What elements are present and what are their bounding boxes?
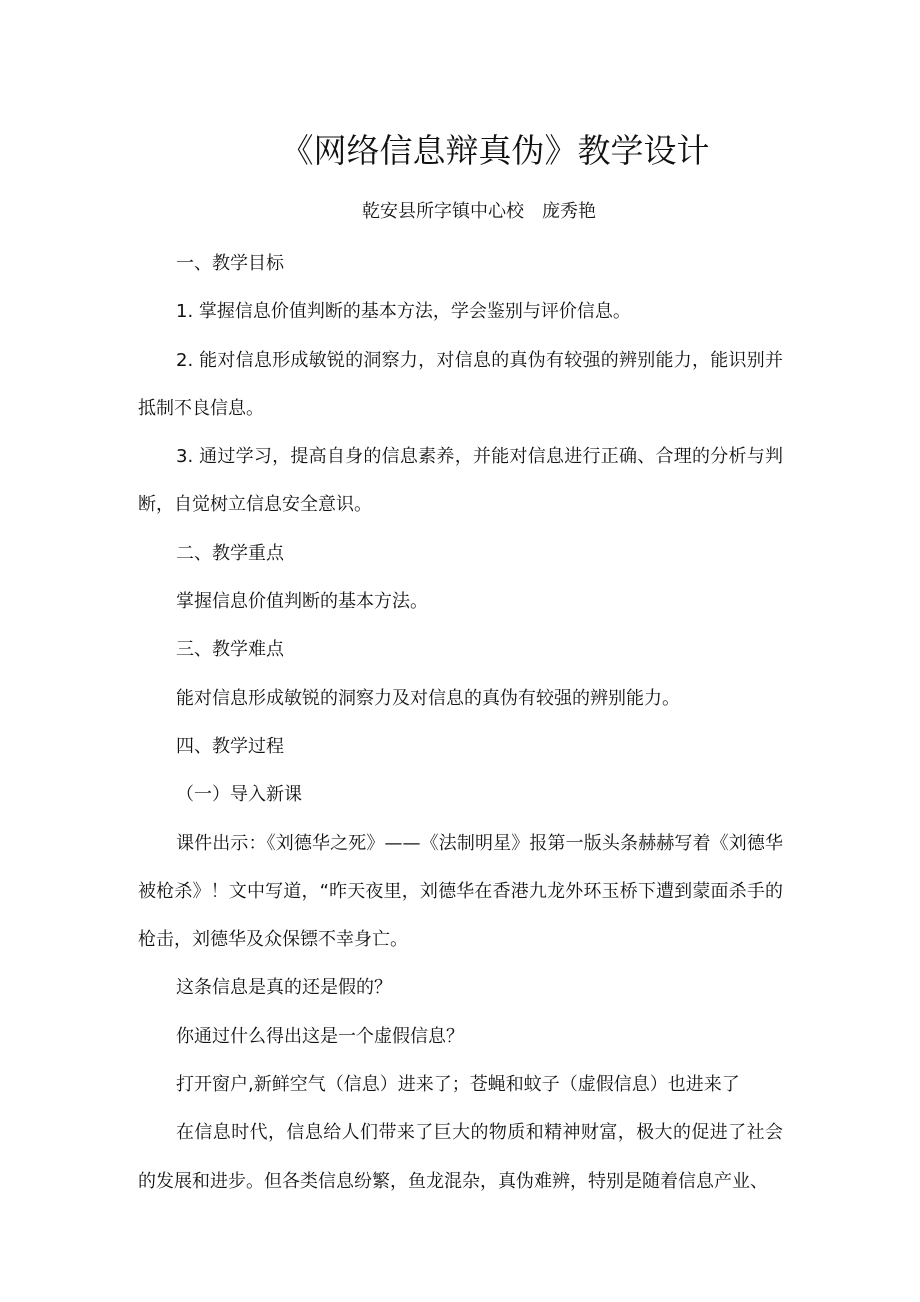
subsection-heading-intro: （一）导入新课 [176, 784, 302, 806]
author-line [0, 198, 920, 226]
process-paragraph: 课件出示：《刘德华之死》——《法制明星》报第一版头条赫赫写着《刘德华被枪杀》！文中写道，“昨天夜里，刘德华在香港九龙外环玉桥下遭到蒙面杀手的枪击，刘德华及众保镖不幸身亡。 [138, 832, 783, 951]
author-name: 庞秀艳 [542, 201, 596, 222]
process-paragraph: 你通过什么得出这是一个虚假信息？ [176, 1025, 464, 1047]
process-paragraph: 打开窗户,新鲜空气（信息）进来了；苍蝇和蚊子（虚假信息）也进来了 [176, 1074, 740, 1096]
document-title: 《网络信息辩真伪》教学设计 [280, 131, 710, 170]
section-heading-key-points: 二、教学重点 [176, 542, 284, 564]
section-heading-objectives: 一、教学目标 [176, 253, 284, 274]
difficulties-text: 能对信息形成敏锐的洞察力及对信息的真伪有较强的辨别能力。 [176, 687, 680, 709]
objective-item-2: 2. 能对信息形成敏锐的洞察力，对信息的真伪有较强的辨别能力，能识别并抵制不良信息。 [138, 349, 783, 419]
process-paragraph: 在信息时代，信息给人们带来了巨大的物质和精神财富，极大的促进了社会的发展和进步。但各类信息纷繁，鱼龙混杂，真伪难辨，特别是随着信息产业、 [138, 1122, 783, 1192]
author-school: 乾安县所字镇中心校 [362, 201, 524, 222]
objective-item-3: 3. 通过学习，提高自身的信息素养，并能对信息进行正确、合理的分析与判断，自觉树立信息安全意识。 [138, 446, 783, 516]
document-body [138, 240, 783, 1206]
objective-item-1: 1. 掌握信息价值判断的基本方法，学会鉴别与评价信息。 [176, 301, 631, 323]
section-heading-difficulties: 三、教学难点 [176, 639, 284, 661]
section-heading-process: 四、教学过程 [176, 735, 284, 757]
process-paragraph: 这条信息是真的还是假的？ [176, 977, 392, 999]
key-points-text: 掌握信息价值判断的基本方法。 [176, 591, 428, 613]
